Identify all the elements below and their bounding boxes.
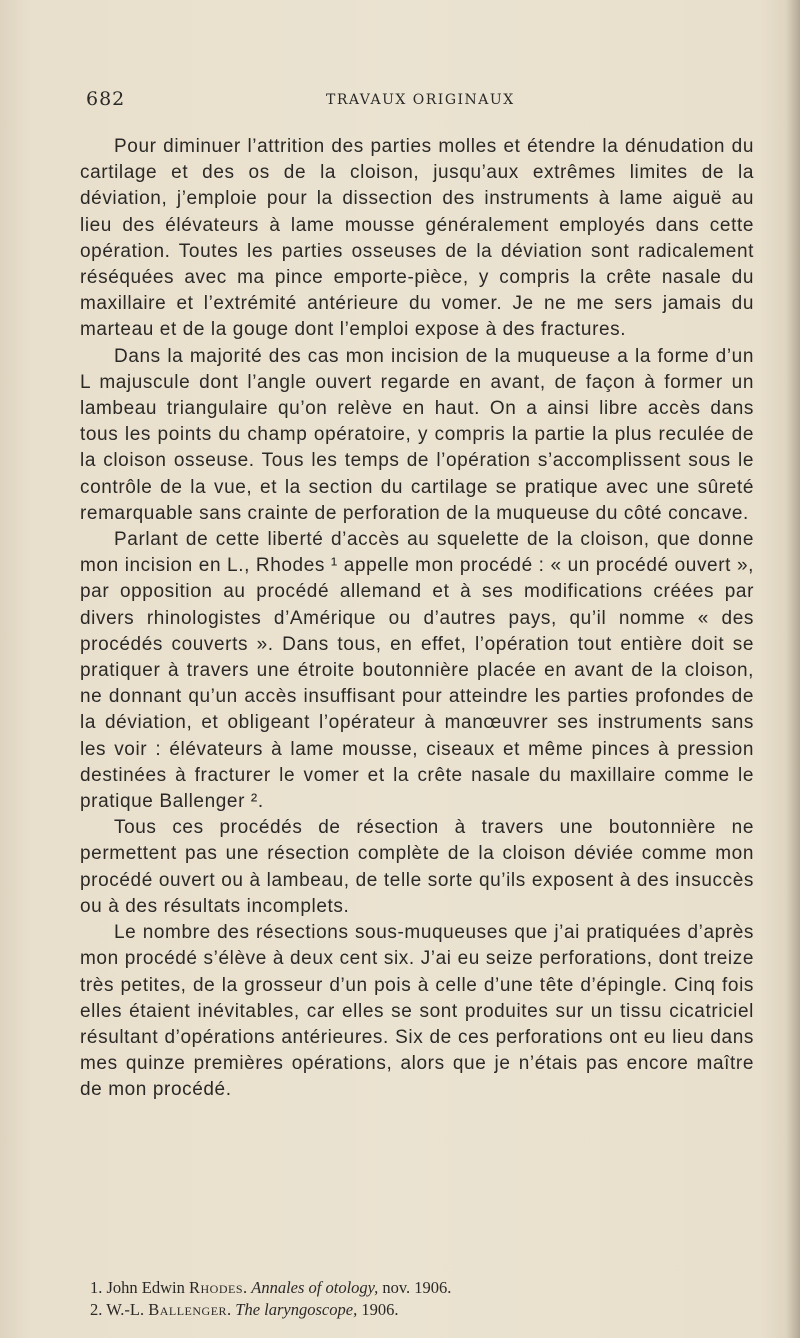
footnote-2-author-last: Ballenger (148, 1299, 228, 1319)
footnote-2: 2. W.-L. Ballenger. The laryngoscope, 1906. (90, 1299, 399, 1319)
page-edge-shadow (786, 0, 800, 1338)
footnote-2-date: 1906. (361, 1299, 399, 1319)
footnote-2-author-first: W.-L. (106, 1299, 145, 1319)
footnote-1-author-last: Rhodes (189, 1278, 244, 1297)
footnote-1-date: nov. 1906. (382, 1278, 452, 1297)
footnote-2-number: 2. (90, 1299, 103, 1319)
paragraph-5: Le nombre des résections sous-muqueuses que j’ai pratiquées d’après mon procédé s’élève à deux cent six. J’ai eu seize perforations, dont treize très petites, de la grosseur d’un pois à celle d’une tête d’épingle. Cinq fois elles étaient inévitables, car elles se sont produites sur un tissu cicatriciel résultant d’opérations antérieures. Six de ces perforations ont eu lieu dans mes quinze premières opérations, alors que je n’étais pas encore maître de mon procédé. (80, 922, 754, 1101)
paragraph-3: Parlant de cette liberté d’accès au squelette de la cloison, que donne mon incision en L., Rhodes ¹ appelle mon procédé : « un procédé ouvert », par opposition au procédé allemand et à ses modifications créées par divers rhinologistes d’Amérique ou d’autres pays, qu’il nomme « des procédés couverts ». Dans tous, en effet, l’opération tout entière doit se pratiquer à travers une étroite boutonnière placée en avant de la cloison, ne donnant qu’un accès insuffisant pour atteindre les parties profondes de la déviation, et obligeant l’opérateur à manœuvrer ses instruments sans les voir : élévateurs à lame mousse, ciseaux et même pinces à pression destinées à fracturer le vomer et la crête nasale du maxillaire comme le pratique Ballenger ². (80, 529, 754, 813)
footnote-1-journal: Annales of otology, (251, 1278, 379, 1297)
running-head: TRAVAUX ORIGINAUX (326, 92, 515, 108)
footnote-1: 1. John Edwin Rhodes. Annales of otology, nov. 1906. (90, 1278, 452, 1297)
footnote-1-number: 1. (90, 1278, 103, 1297)
page-number: 682 (86, 88, 126, 110)
page-header (86, 88, 754, 118)
paragraph-4: Tous ces procédés de résection à travers une boutonnière ne permettent pas une résection complète de la cloison déviée comme mon procédé ouvert ou à lambeau, de telle sorte qu’ils exposent à des insuccès ou à des résultats incomplets. (80, 817, 754, 917)
footnotes (80, 1277, 754, 1320)
footnote-2-journal: The laryngoscope, (235, 1299, 358, 1319)
paragraph-1: Pour diminuer l’attrition des parties molles et étendre la dénudation du cartilage et des os de la cloison, jusqu’aux extrêmes limites de la déviation, j’emploie pour la dissection des instruments à lame aiguë au lieu des élévateurs à lame mousse généralement employés dans cette opération. Toutes les parties osseuses de la déviation sont radicalement réséquées avec ma pince emporte-pièce, y compris la crête nasale du maxillaire et l’extrémité antérieure du vomer. Je ne me sers jamais du marteau et de la gouge dont l’emploi expose à des fractures. (80, 136, 754, 341)
paragraph-2: Dans la majorité des cas mon incision de la muqueuse a la forme d’un L majuscule dont l’angle ouvert regarde en avant, de façon à former un lambeau triangulaire qu’on relève en haut. On a ainsi libre accès dans tous les points du champ opératoire, y compris la partie la plus reculée de la cloison osseuse. Tous les temps de l’opération s’accomplissent sous le contrôle de la vue, et la section du cartilage se pratique avec une sûreté remarquable sans crainte de perforation de la muqueuse du côté concave. (80, 345, 754, 524)
body-text (80, 134, 754, 1104)
footnote-1-author-first: John Edwin (106, 1278, 185, 1297)
